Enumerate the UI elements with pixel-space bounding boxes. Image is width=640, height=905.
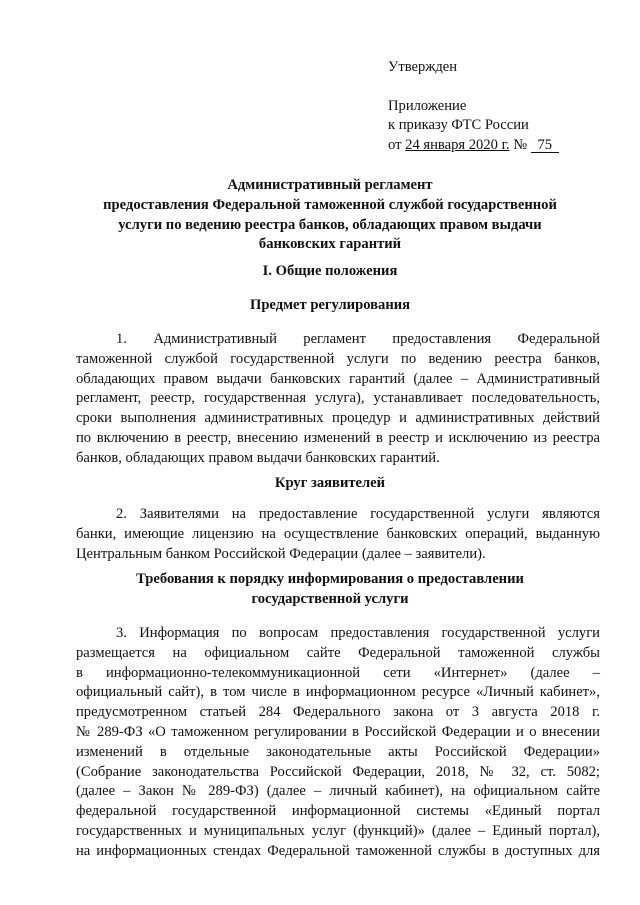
appendix-label: Приложение — [388, 97, 467, 114]
paragraph-line: официальный сайт), в том числе в информационном ресурсе «Личный кабинет», — [76, 684, 600, 701]
paragraph-line: (далее – Закон № 289-ФЗ) (далее – личный кабинет), на официальном сайте — [76, 783, 600, 800]
paragraph-3 — [76, 624, 600, 862]
paragraph-line: 3. Информация по вопросам предоставления государственной услуги — [116, 625, 600, 641]
order-number: 75 — [531, 138, 559, 153]
number-sign: № — [509, 136, 531, 153]
date-prefix: от — [388, 136, 406, 153]
section-heading-text: I. Общие положения — [262, 263, 398, 279]
paragraph-line: банков, обладающих правом выдачи банковских гарантий. — [76, 449, 440, 466]
paragraph-line: государственных и муниципальных услуг (функций)» (далее – Единый портал), — [76, 822, 600, 839]
paragraph-line: в информационно-телекоммуникационной сети «Интернет» (далее – — [76, 664, 600, 681]
paragraph-line: федеральной государственной информационной системы «Единый портал — [76, 803, 600, 820]
applicants-heading-text: Круг заявителей — [274, 475, 386, 491]
paragraph-line: сроки выполнения административных процедур и административных действий — [76, 410, 600, 427]
title-line: предоставления Федеральной таможенной службой государственной — [103, 196, 557, 213]
info-heading — [60, 570, 600, 610]
approved-label: Утвержден — [388, 59, 458, 75]
order-reference: к приказу ФТС России — [388, 117, 529, 133]
paragraph-line: № 289-ФЗ «О таможенном регулировании в Российской Федерации и о внесении — [76, 723, 600, 740]
info-heading-line: государственной услуги — [251, 590, 409, 607]
paragraph-line: обладающих правом выдачи банковских гарантий (далее – Административный — [76, 370, 600, 387]
paragraph-line: 1. Административный регламент предоставления Федеральной — [116, 331, 600, 347]
applicants-heading — [60, 474, 600, 494]
paragraph-line: регламент, реестр, государственная услуга), устанавливает последовательность, — [76, 390, 600, 407]
paragraph-line: предусмотренном статьей 284 Федерального закона от 3 августа 2018 г. — [76, 704, 600, 721]
approval-block — [388, 58, 628, 155]
paragraph-line: таможенной службой государственной услуги по ведению реестра банков, — [76, 350, 600, 367]
paragraph-line: (Собрание законодательства Российской Федерации, 2018, № 32, ст. 5082; — [76, 763, 600, 780]
section-heading — [60, 262, 600, 282]
title-line: услуги по ведению реестра банков, обладающих правом выдачи — [118, 216, 542, 233]
document-title — [60, 176, 600, 255]
title-line: банковских гарантий — [258, 236, 402, 253]
subject-heading-text: Предмет регулирования — [249, 297, 411, 313]
paragraph-1 — [76, 330, 600, 469]
paragraph-line: по включению в реестр, внесению изменений в реестр и исключению из реестра — [76, 429, 600, 446]
paragraph-line: изменений в отдельные законодательные акты Российской Федерации» — [76, 743, 600, 760]
paragraph-line: Центральным банком Российской Федерации (далее – заявители). — [76, 545, 486, 562]
paragraph-line: на информационных стендах Федеральной таможенной службы в доступных для — [76, 842, 600, 859]
paragraph-2 — [76, 505, 600, 564]
title-line: Административный регламент — [227, 177, 433, 193]
order-date-line — [388, 136, 628, 156]
paragraph-line: 2. Заявителями на предоставление государственной услуги являются — [116, 506, 600, 522]
info-heading-line: Требования к порядку информирования о предоставлении — [136, 571, 524, 587]
paragraph-line: размещается на официальном сайте Федеральной таможенной службы — [76, 644, 600, 661]
order-date: 24 января 2020 г. — [405, 136, 510, 153]
subject-heading — [60, 296, 600, 316]
paragraph-line: банки, имеющие лицензию на осуществление банковских операций, выданную — [76, 525, 600, 542]
